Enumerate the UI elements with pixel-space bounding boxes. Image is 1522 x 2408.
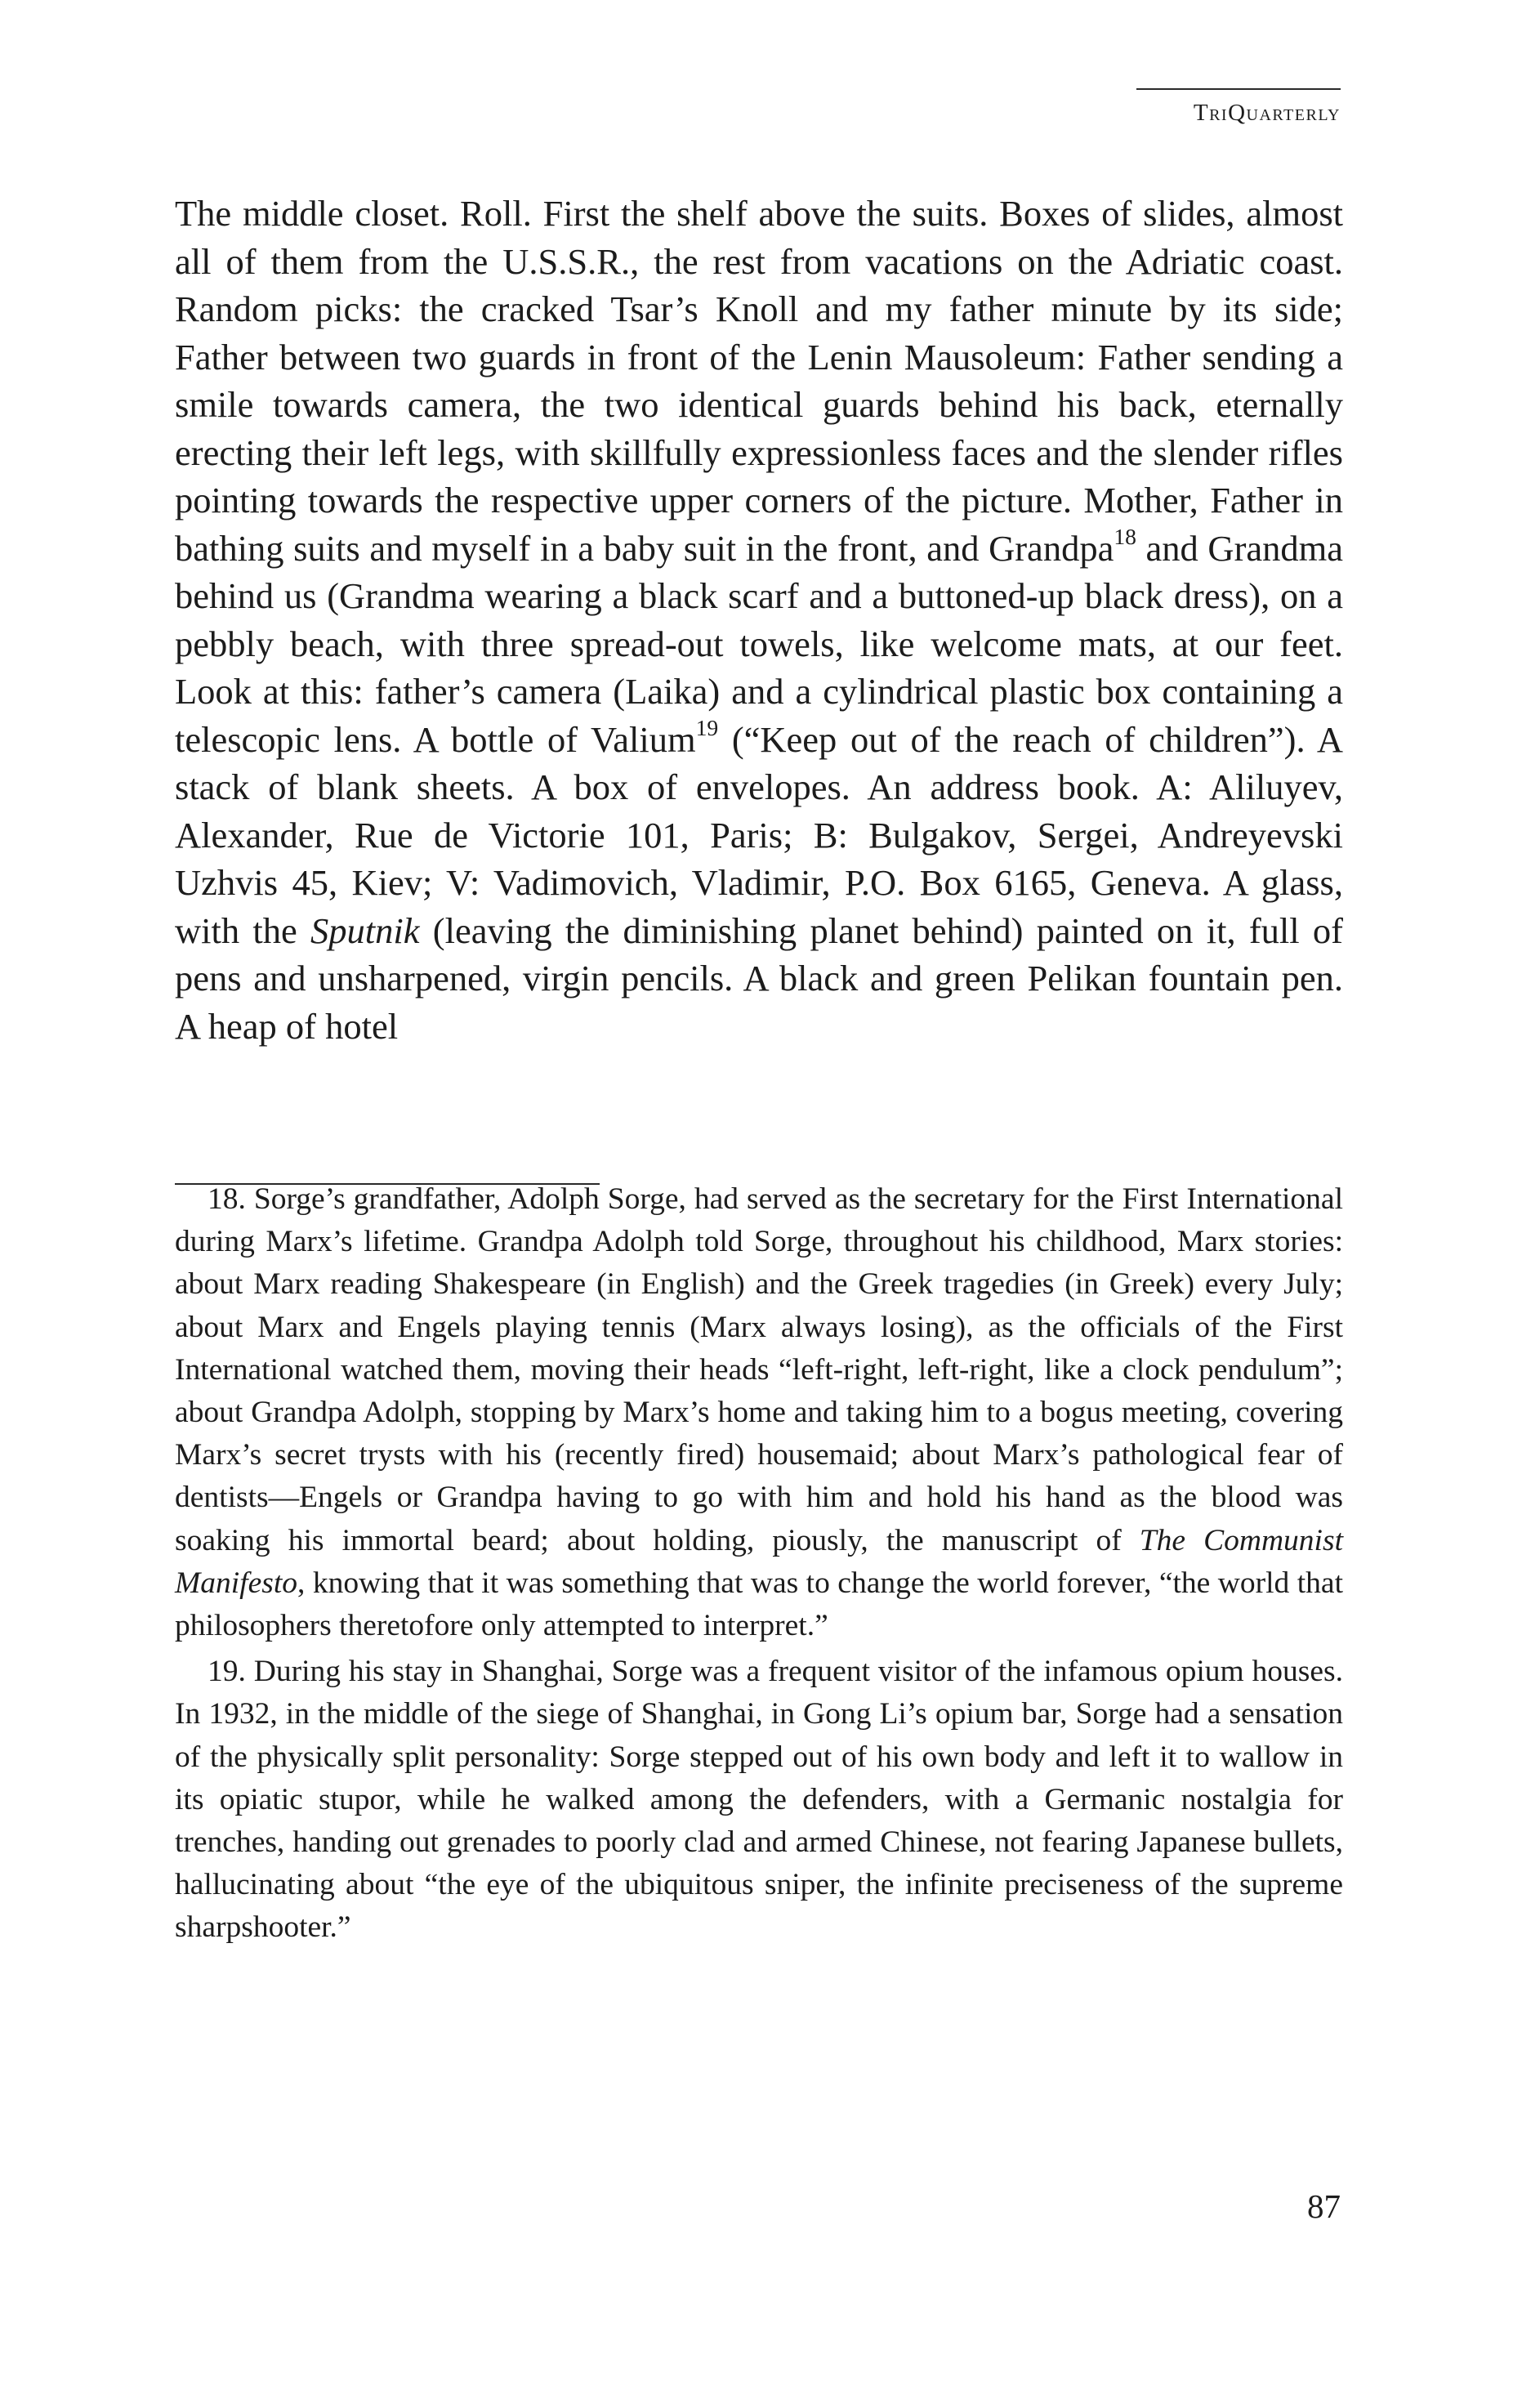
footnote-19: 19. During his stay in Shanghai, Sorge was a frequent visitor of the infamous opium houses. In 1932, in the middle of the siege of Shanghai, in Gong Li’s opium bar, Sorge had a sensation of the physically split personality: Sorge stepped out of his own body and left it to wallow in its opiatic stupor, while he walked among the defenders, with a Germanic nostalgia for trenches, handing out grenades to poorly clad and armed Chinese, not fearing Japanese bullets, hallucinating about “the eye of the ubiquitous sniper, the infinite preciseness of the supreme sharpshooter.” [175, 1655, 1343, 1945]
main-paragraph [175, 190, 1343, 1050]
journal-title: TriQuarterly [1193, 100, 1341, 126]
running-head [1136, 88, 1341, 127]
running-head-rule [1136, 88, 1341, 90]
italic-sputnik: Sputnik [310, 909, 420, 951]
page-number: 87 [1307, 2187, 1341, 2225]
footnote-18 [175, 1178, 1343, 1647]
main-text-segment: and Grandma behind us (Grandma wearing a black scarf and a buttoned-up black dress), on a pebbly beach, with three spread-out towels, like welcome mats, at our feet. Look at this: father’s camera (Laika) and a cylindrical plastic box containing a telescopic lens. A bottle of Valium [175, 527, 1344, 760]
footnote-text: , knowing that it was something that was to change the world forever, “the world that philosophers theretofore only attempted to interpret.” [175, 1566, 1343, 1643]
footnotes [175, 1178, 1343, 1950]
main-text-segment: (“Keep out of the reach of children”). A stack of blank sheets. A box of envelopes. An address book. A: Aliluyev, Alexander, Rue de Victorie 101, Paris; B: Bulgakov, Sergei, Andreyevski Uzhvis 45, Kiev; V: Vadimovich, Vladimir, P.O. Box 6165, Geneva. A glass, with the [175, 718, 1343, 951]
main-text-segment: (leaving the diminishing planet behind) painted on it, full of pens and unsharpened, virgin pencils. A black and green Pelikan fountain pen. A heap of hotel [175, 909, 1343, 1047]
footnote-ref-18: 18 [1114, 523, 1136, 549]
italic-book-title: The Communist Manifesto [175, 1523, 1343, 1600]
footnote-ref-19: 19 [695, 714, 719, 740]
footnote-text: 18. Sorge’s grandfather, Adolph Sorge, had served as the secretary for the First International during Marx’s lifetime. Grandpa Adolph told Sorge, throughout his childhood, Marx stories: about Marx reading Shakespeare (in English) and the Greek tragedies (in Greek) every July; about Marx and Engels playing tennis (Marx always losing), as the officials of the First International watched them, moving their heads “left-right, left-right, like a clock pendulum”; about Grandpa Adolph, stopping by Marx’s home and taking him to a bogus meeting, covering Marx’s secret trysts with his (recently fired) housemaid; about Marx’s pathological fear of dentists—Engels or Grandpa having to go with him and hold his hand as the blood was soaking his immortal beard; about holding, piously, the manuscript of [175, 1182, 1343, 1557]
main-text-segment: The middle closet. Roll. First the shelf above the suits. Boxes of slides, almost all of them from the U.S.S.R., the rest from vacations on the Adriatic coast. Random picks: the cracked Tsar’s Knoll and my father minute by its side; Father between two guards in front of the Lenin Mausoleum: Father sending a smile towards camera, the two identical guards behind his back, eternally erecting their left legs, with skillfully expressionless faces and the slender rifles pointing towards the respective upper corners of the picture. Mother, Father in bathing suits and myself in a baby suit in the front, and Grandpa [175, 193, 1343, 569]
